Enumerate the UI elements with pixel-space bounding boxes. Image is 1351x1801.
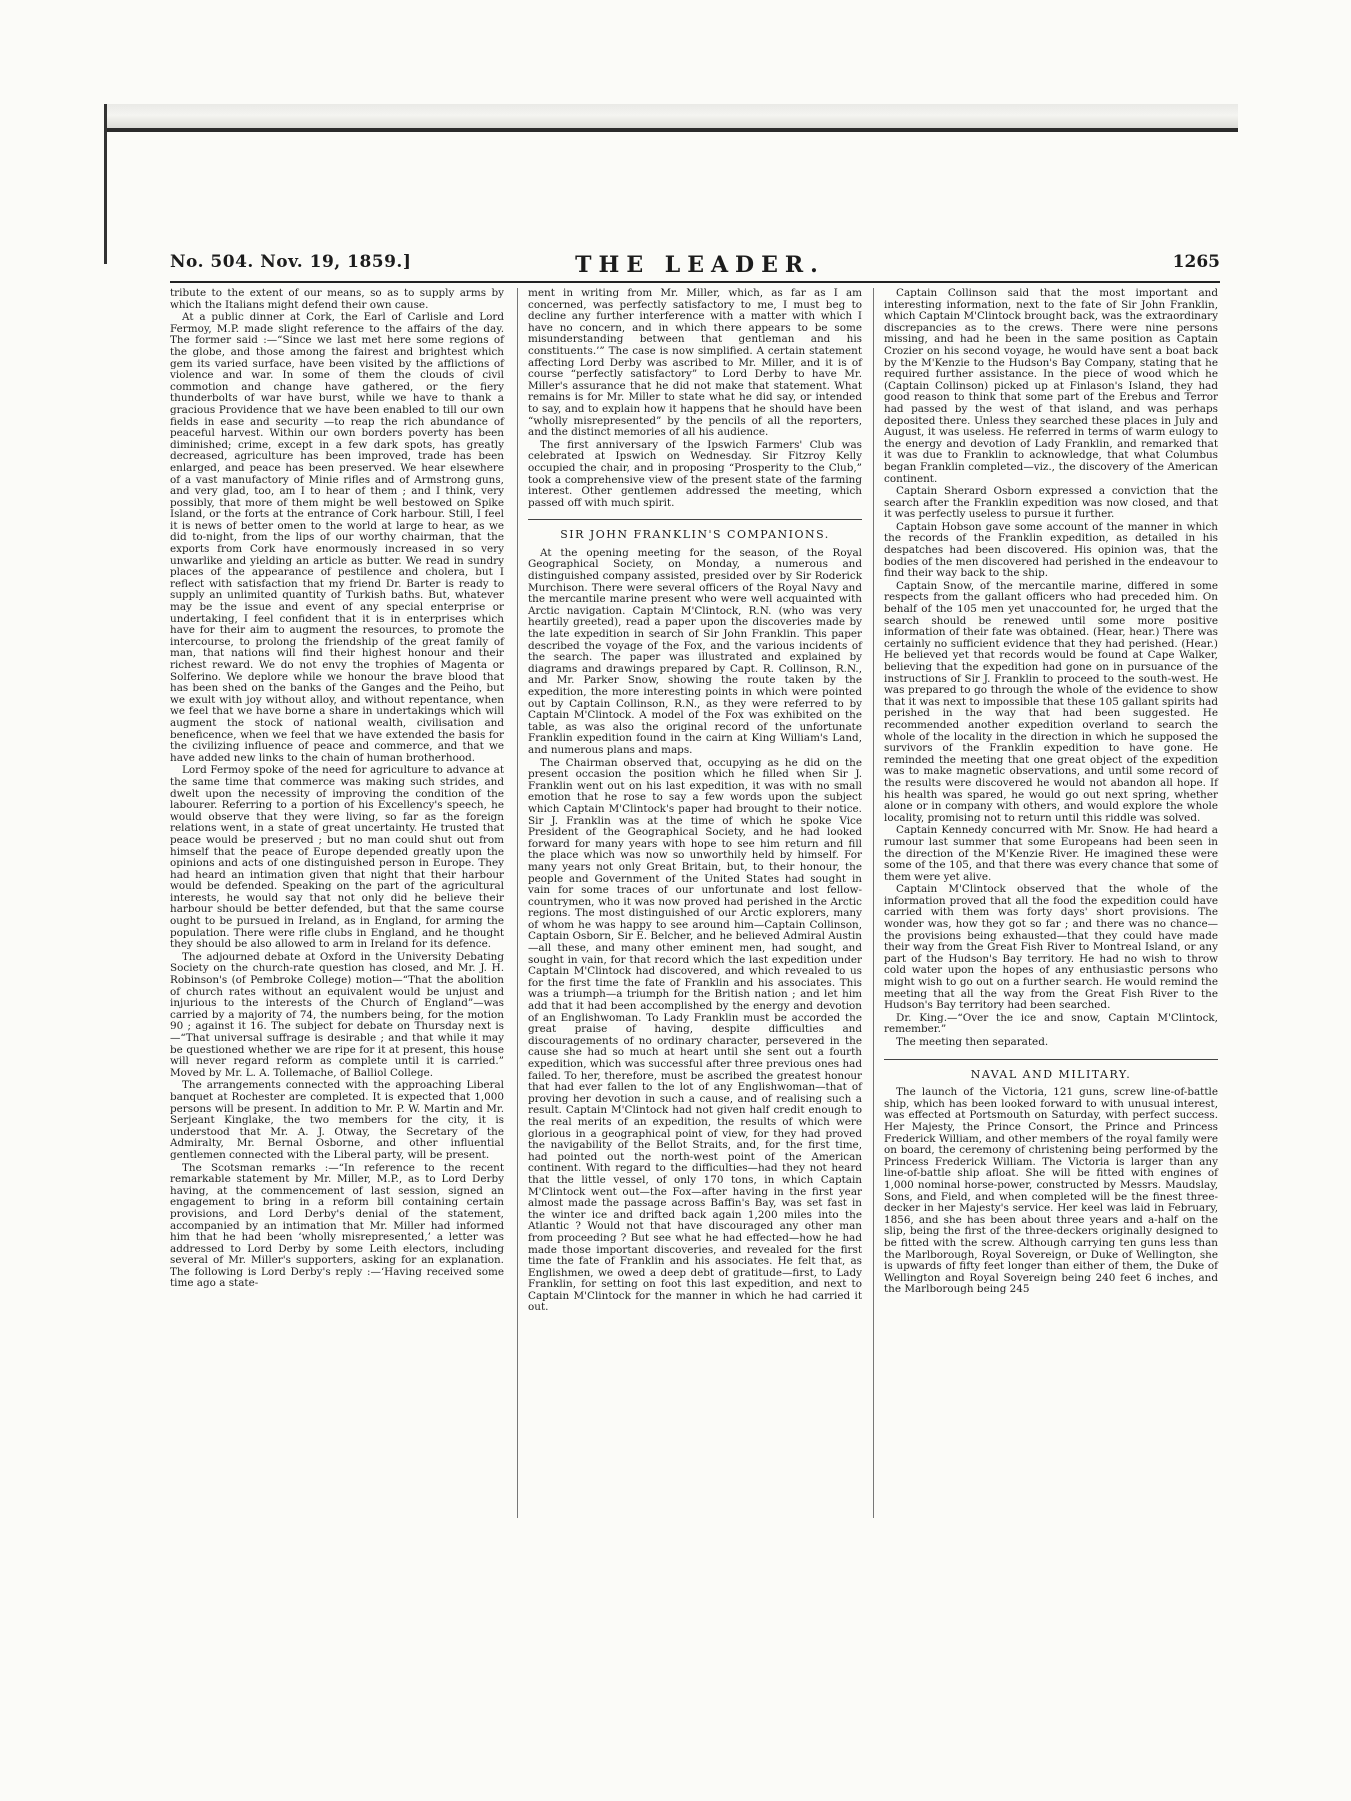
issue-date: No. 504. Nov. 19, 1859.] bbox=[170, 252, 412, 272]
article-paragraph: The first anniversary of the Ipswich Farmers' Club was celebrated at Ipswich on Wednesday. Sir Fitzroy Kelly occupied the chair, and in proposing “Prosperity to the Club,” took a comprehensive view of the present state of the farming interest. Other gentlemen addressed the meeting, which passed off with much spirit. bbox=[528, 438, 862, 509]
section-heading: SIR JOHN FRANKLIN'S COMPANIONS. bbox=[560, 528, 830, 542]
masthead-rule bbox=[170, 281, 1220, 283]
article-paragraph: At the opening meeting for the season, of the Royal Geographical Society, on Monday, a numerous and distinguished company assisted, presided over by Sir Roderick Murchison. There were several officers of the Royal Navy and the mercantile marine present who were well acquainted with Arctic navigation. Captain M'Clintock, R.N. (who was very heartily greeted), read a paper upon the discoveries made by the late expedition in search of Sir John Franklin. This paper described the voyage of the Fox, and the various incidents of the search. The paper was illustrated and explained by diagrams and drawings prepared by Capt. R. Collinson, R.N., and Mr. Parker Snow, showing the route taken by the expedition, the more interesting points in which were pointed out by Captain Collinson, R.N., as they were referred to by Captain M'Clintock. A model of the Fox was exhibited on the table, as was also the original record of the unfortunate Franklin expedition found in the cairn at King William's Land, and numerous plans and maps. bbox=[528, 546, 862, 756]
article-column-3 bbox=[884, 288, 1218, 1297]
article-paragraph: The Chairman observed that, occupying as he did on the present occasion the position which he filled when Sir J. Franklin went out on his last expedition, it was with no small emotion that he rose to say a few words upon the subject which Captain M'Clintock's paper had brought to their notice. Sir J. Franklin was at the time of which he spoke Vice President of the Geographical Society, and he had looked forward for many years with hope to see him return and fill the place which was now so unworthily held by himself. For many years not only Great Britain, but, to their honour, the people and Government of the United States had sought in vain for some traces of our unfortunate and lost fellow-countrymen, who it was now proved had perished in the Arctic regions. The most distinguished of our Arctic explorers, many of whom he was happy to see around him—Captain Collinson, Captain Osborn, Sir E. Belcher, and he believed Admiral Austin—all these, and many other eminent men, had sought, and sought in vain, for that record which the last expedition under Captain M'Clintock had discovered, and which revealed to us for the first time the fate of Franklin and his associates. This was a triumph—a triumph for the British nation ; and let him add that it had been accomplished by the energy and devotion of an Englishwoman. To Lady Franklin must be accorded the great praise of having, despite difficulties and discouragements of no ordinary character, persevered in the cause she had so much at heart until she sent out a fourth expedition, which was successful after three previous ones had failed. To her, therefore, must be ascribed the greatest honour that had ever fallen to the lot of any Englishwoman—that of proving her devotion in such a cause, and of realising such a result. Captain M'Clintock had not given half credit enough to the real merits of an expedition, the results of which were glorious in a geographical point of view, for they had proved the navigability of the Bellot Straits, and, for the first time, had pointed out the north-west point of the American continent. With regard to the difficulties—had they not heard that the little vessel, of only 170 tons, in which Captain M'Clintock went out—the Fox—after having in the first year almost made the passage across Baffin's Bay, was set fast in the winter ice and drifted back again 1,200 miles into the Atlantic ? Would not that have discouraged any other man from proceeding ? But see what he had effected—how he had made those important discoveries, and revealed for the first time the fate of Franklin and his associates. He felt that, as Englishmen, we owed a deep debt of gratitude—first, to Lady Franklin, for setting on foot this last expedition, and next to Captain M'Clintock for the manner in which he had carried it out. bbox=[528, 756, 863, 1314]
article-paragraph: Captain Collinson said that the most important and interesting information, next to the fate of Sir John Franklin, which Captain M'Clintock brought back, was the extraordinary discrepancies as to the crews. There were nine persons missing, and had he been in the same position as Captain Crozier on his second voyage, he would have sent a boat back by the M'Kenzie to the Hudson's Bay Company, stating that he required further assistance. In the piece of wood which he (Captain Collinson) picked up at Finlason's Island, they had good reason to think that some part of the Erebus and Terror had passed by the west of that island, and was perhaps deposited there. Unless they searched these places in July and August, it was useless. He referred in terms of warm eulogy to the energy and devotion of Lady Franklin, and remarked that it was due to Franklin to acknowledge, that what Columbus began Franklin completed—viz., the discovery of the American continent. bbox=[884, 287, 1218, 485]
article-paragraph: Captain Kennedy concurred with Mr. Snow. He had heard a rumour last summer that some Europeans had been seen in the direction of the M'Kenzie River. He imagined these were some of the 105, and that there was every chance that some of them were yet alive. bbox=[884, 824, 1218, 883]
article-paragraph: The Scotsman remarks :—“In reference to the recent remarkable statement by Mr. Miller, M.P., as to Lord Derby having, at the commencement of last session, signed an engagement to bring in a reform bill containing certain provisions, and Lord Derby's denial of the statement, accompanied by an intimation that Mr. Miller had informed him that he had been ‘wholly misrepresented,’ a letter was addressed to Lord Derby by some Leith electors, including several of Mr. Miller's supporters, asking for an explanation. The following is Lord Derby's reply :—‘Having received some time ago a state- bbox=[170, 1161, 504, 1290]
masthead bbox=[170, 252, 1220, 282]
article-paragraph: The arrangements connected with the approaching Liberal banquet at Rochester are completed. It is expected that 1,000 persons will be present. In addition to Mr. P. W. Martin and Mr. Serjeant Kinglake, the two members for the city, it is understood that Mr. A. J. Otway, the Secretary of the Admiralty, Mr. Bernal Osborne, and other influential gentlemen connected with the Liberal party, will be present. bbox=[170, 1079, 504, 1161]
article-paragraph: tribute to the extent of our means, so as to supply arms by which the Italians might defend their own cause. bbox=[170, 287, 504, 311]
article-paragraph: The launch of the Victoria, 121 guns, screw line-of-battle ship, which has been looked forward to with unusual interest, was effected at Portsmouth on Saturday, with perfect success. Her Majesty, the Prince Consort, the Prince and Princess Frederick William, and other members of the royal family were on board, the ceremony of christening being performed by the Princess Frederick William. The Victoria is larger than any line-of-battle ship afloat. She will be fitted with engines of 1,000 nominal horse-power, constructed by Messrs. Maudslay, Sons, and Field, and when completed will be the finest three-decker in her Majesty's service. Her keel was laid in February, 1856, and she has been about three years and a-half on the slip, being the first of the three-deckers originally designed to be fitted with the screw. Although carrying ten guns less than the Marlborough, Royal Sovereign, or Duke of Wellington, she is upwards of fifty feet longer than either of them, the Duke of Wellington and Royal Sovereign being 240 feet 6 inches, and the Marlborough being 245 bbox=[884, 1086, 1218, 1296]
scan-left-edge bbox=[104, 104, 107, 264]
article-paragraph: The adjourned debate at Oxford in the University Debating Society on the church-rate question has closed, and Mr. J. H. Robinson's (of Pembroke College) motion—“That the abolition of church rates without an equivalent would be unjust and injurious to the interests of the Church of England”—was carried by a majority of 74, the numbers being, for the motion 90 ; against it 16. The subject for debate on Thursday next is—“That universal suffrage is desirable ; and that while it may be questioned whether we are ripe for it at present, this house will never regard reform as complete until it is carried.” Moved by Mr. L. A. Tollemache, of Balliol College. bbox=[170, 950, 504, 1079]
article-column-2 bbox=[528, 288, 862, 1315]
article-paragraph: Captain M'Clintock observed that the whole of the information proved that all the food the expedition could have carried with them was forty days' short provisions. The wonder was, how they got so far ; and there was no chance—the provisions being exhausted—that they could have made their way from the Great Fish River to Montreal Island, or any part of the Hudson's Bay territory. He had no wish to throw cold water upon the hopes of any enthusiastic persons who might wish to go out on a further search. He would remind the meeting that all the way from the Great Fish River to the Hudson's Bay territory had been searched. bbox=[884, 883, 1218, 1012]
article-paragraph: Captain Hobson gave some account of the manner in which the records of the Franklin expedition, as detailed in his despatches had been discovered. His opinion was, that the bodies of the men discovered had perished in the endeavour to find their way back to the ship. bbox=[884, 520, 1218, 580]
section-heading: NAVAL AND MILITARY. bbox=[970, 1067, 1132, 1081]
article-paragraph: At a public dinner at Cork, the Earl of Carlisle and Lord Fermoy, M.P. made slight reference to the affairs of the day. The former said :—“Since we last met here some regions of the globe, and those among the fairest and brightest which gem its varied surface, have been visited by the afflictions of violence and war. In some of them the clouds of civil commotion and change have gathered, or the fiery thunderbolts of war have burst, while we have to thank a gracious Providence that we have been enabled to till our own fields in ease and security —to reap the rich abundance of peaceful harvest. Within our own borders poverty has been diminished; crime, except in a few dark spots, has greatly decreased, agriculture has been improved, trade has been enlarged, and peace has been preserved. We hear elsewhere of a vast manufactory of Minie rifles and of Armstrong guns, and very glad, too, am I to hear of them ; and I think, very possibly, that more of them might be well bestowed on Spike Island, or the forts at the entrance of Cork harbour. Still, I feel it is news of better omen to the world at large to hear, as we did to-night, from the lips of our worthy chairman, that the exports from Cork have enormously increased in so very unwarlike and yielding an article as butter. We read in sundry places of the appearance of pestilence and cholera, but I reflect with satisfaction that my friend Dr. Barter is ready to supply an unlimited quantity of Turkish baths. But, whatever may be the issue and event of any special enterprise or undertaking, I feel confident that it is in enterprises which have for their aim to augment the resources, to promote the intercourse, to prolong the friendship of the great family of man, that nations will find their highest honour and their richest reward. We do not envy the trophies of Magenta or Solferino. We deplore while we honour the brave blood that has been shed on the banks of the Ganges and the Peiho, but we exult with joy without alloy, and without repentance, when we feel that we have borne a share in undertakings which will augment the stock of national wealth, civilisation and beneficence, when we feel that we have extended the basis for the civilizing influence of peace and commerce, and that we have added new links to the chain of human brotherhood. bbox=[170, 311, 504, 764]
article-paragraph: Captain Sherard Osborn expressed a conviction that the search after the Franklin expedition was now closed, and that it was perfectly useless to pursue it further. bbox=[884, 485, 1218, 521]
article-paragraph: ment in writing from Mr. Miller, which, as far as I am concerned, was perfectly satisfactory to me, I must beg to decline any further interference with a matter with which I have no concern, and in which there appears to be some misunderstanding between that gentleman and his constituents.’” The case is now simplified. A certain statement affecting Lord Derby was ascribed to Mr. Miller, and it is of course “perfectly satisfactory” to Lord Derby to have Mr. Miller's assurance that he did not make that statement. What remains is for Mr. Miller to state what he did say, or intended to say, and to explain how it happens that he should have been “wholly misrepresented” by the pencils of all the reporters, and the distinct memories of all his audience. bbox=[528, 287, 862, 439]
newspaper-title: THE LEADER. bbox=[575, 252, 825, 278]
section-rule bbox=[884, 1059, 1218, 1060]
article-paragraph: Captain Snow, of the mercantile marine, differed in some respects from the gallant officers who had preceded him. On behalf of the 105 men yet unaccounted for, he urged that the search should be renewed until some more positive information of their fate was obtained. (Hear, hear.) There was certainly no sufficient evidence that they had perished. (Hear.) He believed yet that records would be found at Cape Walker, believing that the expedition had gone on in pursuance of the instructions of Sir J. Franklin to proceed to the south-west. He was prepared to go through the whole of the evidence to show that it was next to impossible that these 105 gallant spirits had perished in the way that had been suggested. He recommended another expedition overland to search the whole of the locality in the direction in which he supposed the survivors of the Franklin expedition to have gone. He reminded the meeting that one great object of the expedition was to make magnetic observations, and until some record of the results were discovered he would not abandon all hope. If his health was spared, he would go out next spring, whether alone or in company with others, and would explore the whole locality, promising not to return until this riddle was solved. bbox=[884, 579, 1218, 824]
article-paragraph: Dr. King.—“Over the ice and snow, Captain M'Clintock, remember.” bbox=[884, 1011, 1218, 1036]
column-divider bbox=[517, 288, 518, 1518]
section-rule bbox=[528, 519, 862, 520]
article-column-1 bbox=[170, 288, 504, 1291]
scan-header-rule bbox=[104, 128, 1238, 132]
column-divider bbox=[873, 288, 874, 1518]
article-paragraph: The meeting then separated. bbox=[896, 1036, 1049, 1048]
page-number: 1265 bbox=[1172, 252, 1220, 272]
article-paragraph: Lord Fermoy spoke of the need for agriculture to advance at the same time that commerce was making such strides, and dwelt upon the necessity of improving the condition of the labourer. Referring to a portion of his Excellency's speech, he would observe that they were living, so far as the foreign relations went, in a state of great uncertainty. He trusted that peace would be preserved ; but no man could shut out from himself that the peace of Europe depended greatly upon the opinions and acts of one distinguished person in Europe. They had heard an intimation given that night that their harbour would be defended. Speaking on the part of the agricultural interests, he would say that not only did he believe their harbour should be better defended, but that the same course ought to be pursued in Ireland, as in England, for arming the population. There were rifle clubs in England, and he thought they should be also allowed to arm in Ireland for its defence. bbox=[170, 764, 504, 951]
